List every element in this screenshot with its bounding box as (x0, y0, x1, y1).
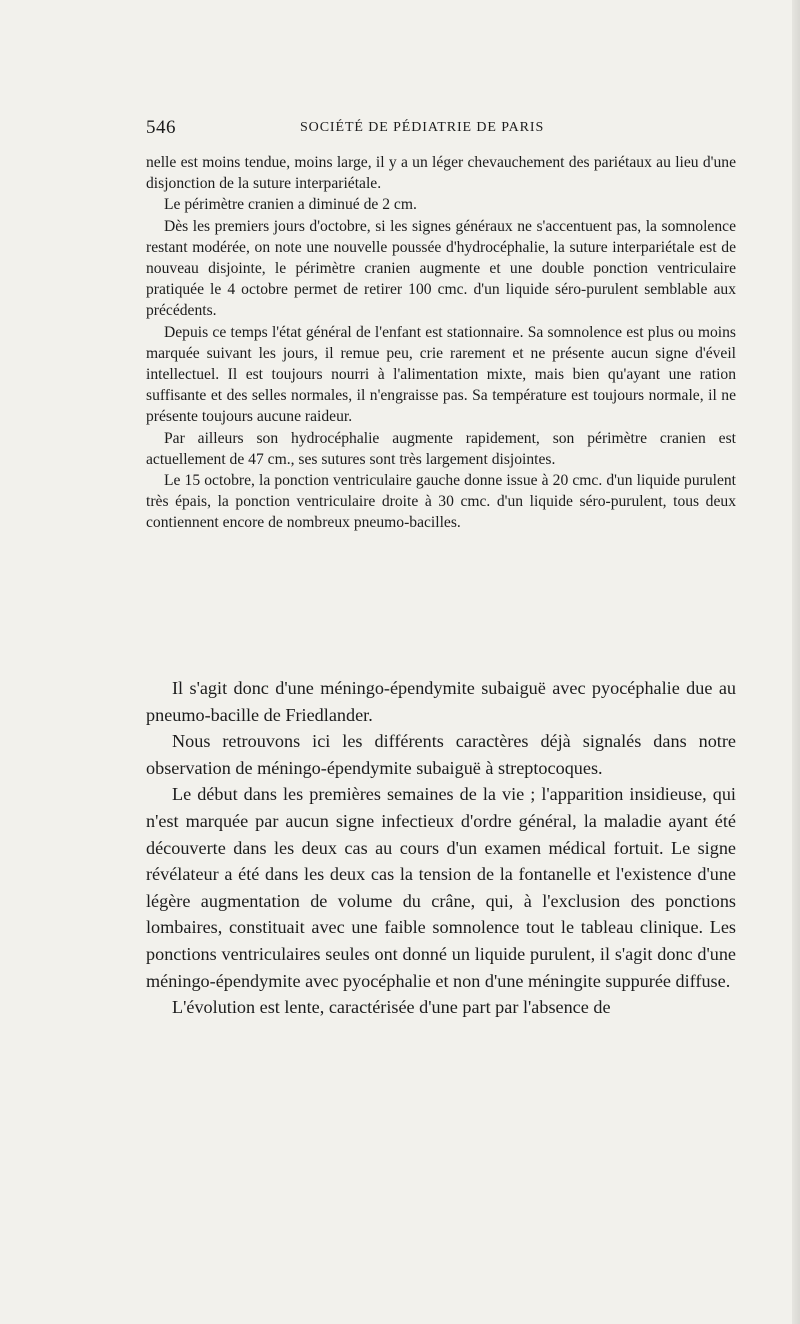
page-header (146, 117, 736, 141)
paragraph: Dès les premiers jours d'octobre, si les signes généraux ne s'accentuent pas, la somnolence restant modérée, on note une nouvelle poussée d'hydrocéphalie, la suture interpariétale est de nouveau disjointe, le périmètre cranien augmente et une double ponction ventriculaire pratiquée le 4 octobre permet de retirer 100 cmc. d'un liquide séro-purulent semblable aux précédents. (146, 217, 736, 320)
case-observation-text (146, 152, 736, 534)
paragraph: Nous retrouvons ici les différents caractères déjà signalés dans notre observation de méningo-épendymite subaiguë à streptocoques. (146, 731, 736, 778)
running-title: SOCIÉTÉ DE PÉDIATRIE DE PARIS (300, 120, 545, 135)
paragraph: nelle est moins tendue, moins large, il y a un léger chevauchement des pariétaux au lieu d'une disjonction de la suture interpariétale. (146, 154, 736, 193)
discussion-text (146, 675, 736, 1021)
paragraph: Il s'agit donc d'une méningo-épendymite subaiguë avec pyocéphalie due au pneumo-bacille de Friedlander. (146, 678, 736, 725)
paragraph: Le périmètre cranien a diminué de 2 cm. (164, 196, 417, 214)
page-number: 546 (146, 117, 176, 138)
paragraph: Le début dans les premières semaines de la vie ; l'apparition insidieuse, qui n'est marquée par aucun signe infectieux d'ordre général, la maladie ayant été découverte dans les deux cas au cours d'un examen médical fortuit. Le signe révélateur a été dans les deux cas la tension de la fontanelle et l'existence d'une légère augmentation de volume du crâne, qui, à l'exclusion des ponctions lombaires, constituait avec une faible somnolence tout le tableau clinique. Les ponctions ventriculaires seules ont donné un liquide purulent, il s'agit donc d'une méningo-épendymite avec pyocéphalie et non d'une méningite suppurée diffuse. (146, 784, 736, 991)
paragraph: Par ailleurs son hydrocéphalie augmente rapidement, son périmètre cranien est actuellement de 47 cm., ses sutures sont très largement disjointes. (146, 429, 736, 468)
paragraph: L'évolution est lente, caractérisée d'une part par l'absence de (172, 997, 611, 1018)
paragraph: Le 15 octobre, la ponction ventriculaire gauche donne issue à 20 cmc. d'un liquide purulent très épais, la ponction ventriculaire droite à 30 cmc. d'un liquide séro-purulent, tous deux contiennent encore de nombreux pneumo-bacilles. (146, 472, 736, 532)
paragraph: Depuis ce temps l'état général de l'enfant est stationnaire. Sa somnolence est plus ou moins marquée suivant les jours, il remue peu, crie rarement et ne présente aucun signe d'éveil intellectuel. Il est toujours nourri à l'alimentation mixte, mais bien qu'ayant une ration suffisante et des selles normales, il n'engraisse pas. Sa température est toujours normale, il ne présente toujours aucune raideur. (146, 323, 736, 426)
page-edge (792, 0, 800, 1324)
